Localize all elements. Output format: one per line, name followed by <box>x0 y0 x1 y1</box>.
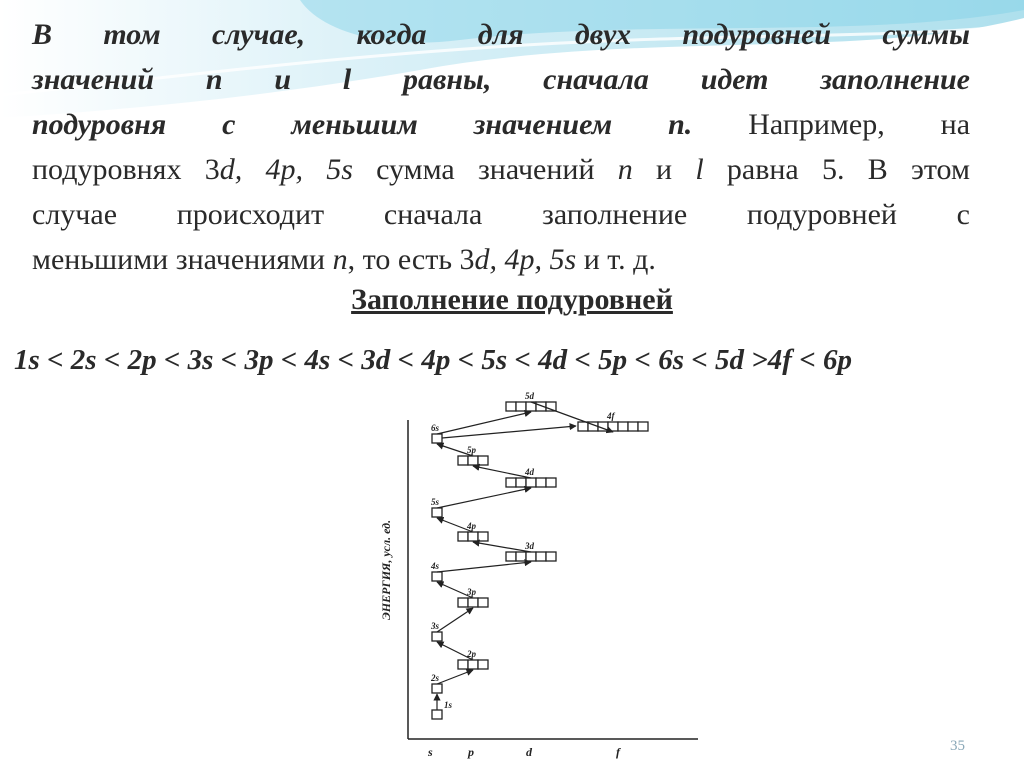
text-run-italic: n <box>332 243 348 276</box>
x-label-d: d <box>526 745 532 759</box>
sublevel-4p <box>458 521 488 541</box>
text-run: и <box>632 153 696 186</box>
sublevel-label: 3d <box>525 541 534 551</box>
section-heading: Заполнение подуровней <box>351 283 673 316</box>
text-run: равна 5. В этом <box>703 153 970 186</box>
sublevel-label: 5p <box>467 445 476 455</box>
text-run-italic: d, 4p, 5s <box>474 243 577 276</box>
paragraph-line-1: В том случае, когда для двух подуровней суммы <box>32 18 970 51</box>
paragraph-line-4 <box>32 147 970 192</box>
orbital-box <box>516 552 526 561</box>
orbital-box <box>536 478 546 487</box>
orbital-box <box>478 532 488 541</box>
y-axis-label: ЭНЕРГИЯ, усл. ед. <box>379 519 393 620</box>
orbital-box <box>628 422 638 431</box>
sublevel-label: 4s <box>431 561 440 571</box>
sublevel-label: 1s <box>444 700 453 710</box>
orbital-box <box>458 598 468 607</box>
orbital-box <box>468 532 478 541</box>
sublevel-label: 6s <box>431 423 440 433</box>
orbital-box <box>506 478 516 487</box>
sublevel-boxes <box>430 391 648 719</box>
sublevel-4f <box>578 411 648 431</box>
orbital-box <box>546 552 556 561</box>
x-label-s: s <box>428 745 433 759</box>
sublevel-label: 2p <box>467 649 476 659</box>
orbital-box <box>432 710 442 719</box>
sublevel-label: 3s <box>431 621 440 631</box>
sublevel-3d <box>506 541 556 561</box>
arrow-5s-to-4d <box>437 488 531 508</box>
orbital-box <box>546 478 556 487</box>
sublevel-label: 4d <box>525 467 534 477</box>
page-number: 35 <box>950 738 965 754</box>
arrow-2s-to-2p <box>437 670 473 684</box>
diagram-axes <box>408 420 698 739</box>
orbital-box <box>432 684 442 693</box>
text-run-italic: l <box>695 153 704 186</box>
orbital-box <box>506 402 516 411</box>
orbital-box <box>432 572 442 581</box>
orbital-box <box>432 508 442 517</box>
arrow-4s-to-3d <box>437 562 531 572</box>
orbital-box <box>516 402 526 411</box>
sublevel-label: 2s <box>431 673 440 683</box>
orbital-box <box>478 660 488 669</box>
sublevel-4d <box>506 467 556 487</box>
sublevel-label: 5d <box>525 391 534 401</box>
orbital-box <box>608 422 618 431</box>
sublevel-4s <box>430 561 442 581</box>
x-label-f: f <box>616 745 620 759</box>
sublevel-label: 3p <box>467 587 476 597</box>
text-run: меньшими значениями <box>32 243 333 276</box>
orbital-box <box>516 478 526 487</box>
orbital-box <box>526 478 536 487</box>
orbital-box <box>526 552 536 561</box>
text-run-italic: d, 4p, 5s <box>219 153 353 186</box>
orbital-box <box>432 434 442 443</box>
example-intro-text: Например, на <box>748 108 971 141</box>
orbital-box <box>432 632 442 641</box>
sublevel-label: 4f <box>607 411 615 421</box>
energy-sublevel-diagram <box>368 390 708 767</box>
orbital-box <box>536 552 546 561</box>
sublevel-1s <box>432 700 453 719</box>
paragraph-line-2: значений n и l равны, сначала идет заполнение <box>32 63 970 96</box>
text-run: , то есть 3 <box>347 243 475 276</box>
paragraph-line-3 <box>32 102 970 147</box>
orbital-box <box>618 422 628 431</box>
orbital-box <box>468 598 478 607</box>
main-paragraph <box>32 12 970 282</box>
text-run: подуровнях 3 <box>32 153 220 186</box>
orbital-box <box>578 422 588 431</box>
sublevel-2p <box>458 649 488 669</box>
orbital-box <box>638 422 648 431</box>
orbital-box <box>478 598 488 607</box>
arrow-3d-to-4p <box>473 542 531 552</box>
rule-text-bold: подуровня с меньшим значением n. <box>32 108 693 141</box>
filling-order-sequence: 1s < 2s < 2p < 3s < 3p < 4s < 3d < 4p < 5s < 4d < 5p < 6s < 5d >4f < 6p <box>14 344 852 376</box>
arrow-3s-to-3p <box>437 608 473 632</box>
arrow-4d-to-5p <box>473 466 531 478</box>
text-run: и т. д. <box>576 243 656 276</box>
sublevel-3s <box>430 621 442 641</box>
sublevel-5p <box>458 445 488 465</box>
sublevel-label: 5s <box>431 497 440 507</box>
orbital-box <box>506 552 516 561</box>
orbital-box <box>458 532 468 541</box>
text-run-italic: n <box>617 153 633 186</box>
arrow-5d-to-4f <box>531 402 613 432</box>
sublevel-3p <box>458 587 488 607</box>
text-run: сумма значений <box>352 153 618 186</box>
orbital-box <box>458 660 468 669</box>
paragraph-line-5: случае происходит сначала заполнение подуровней с <box>32 198 970 231</box>
orbital-box <box>478 456 488 465</box>
orbital-box <box>468 660 478 669</box>
x-label-p: p <box>468 745 474 759</box>
orbital-box <box>468 456 478 465</box>
sublevel-label: 4p <box>467 521 476 531</box>
orbital-box <box>458 456 468 465</box>
paragraph-line-6 <box>32 237 970 282</box>
